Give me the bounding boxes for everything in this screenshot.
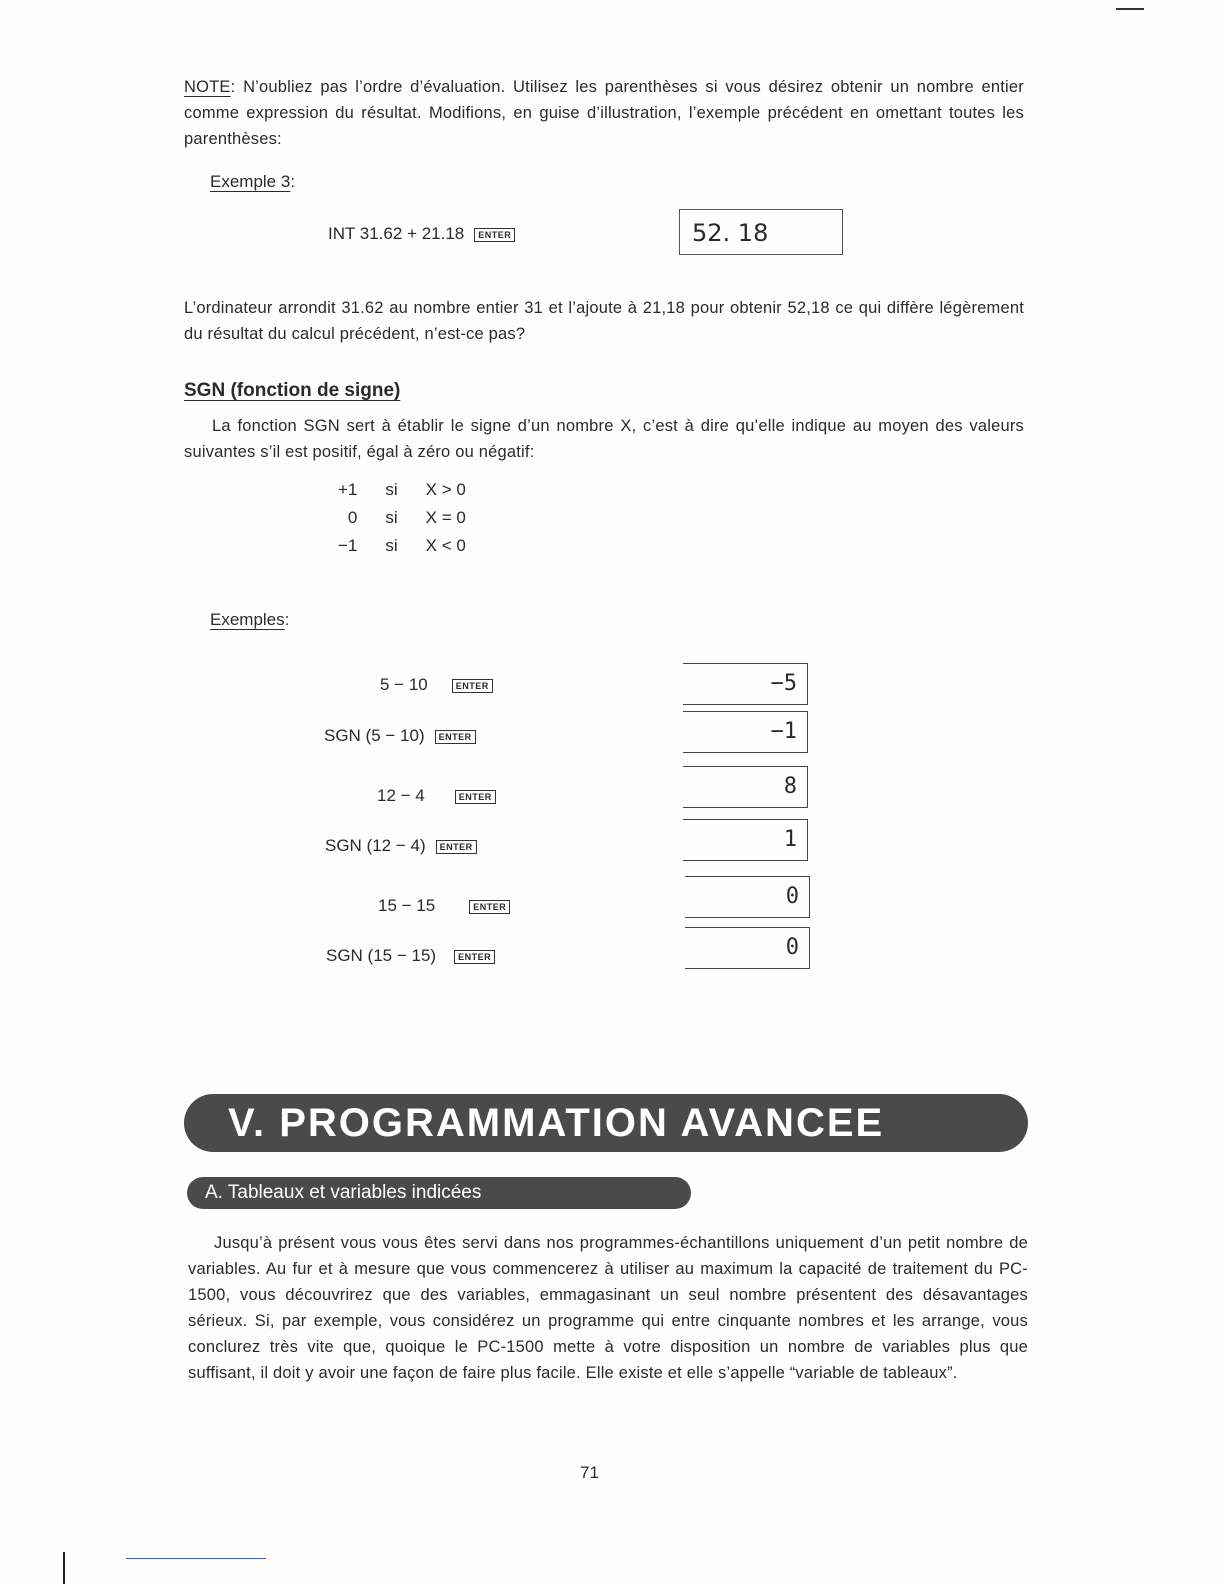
examples-label: Exemples (210, 610, 285, 629)
example-display: −1 (683, 711, 808, 753)
sgn-condition: X > 0 (425, 480, 466, 499)
example-expression (324, 726, 476, 746)
sgn-value: 0 (347, 508, 358, 527)
sgn-row (324, 532, 480, 560)
sgn-value: +1 (338, 480, 358, 499)
expression-text: SGN (12 − 4) (325, 836, 426, 855)
sgn-condition: X < 0 (425, 536, 466, 555)
sgn-condition: X = 0 (425, 508, 466, 527)
rounding-paragraph: L’ordinateur arrondit 31.62 au nombre entier 31 et l’ajoute à 21,18 pour obtenir 52,18 ce qui diffère légèrement du résultat du calcul précédent, n’est-ce pas? (184, 299, 1024, 343)
example3-heading (210, 172, 295, 192)
note-paragraph (184, 74, 1024, 152)
section-title-banner: A. Tableaux et variables indicées (187, 1177, 691, 1209)
enter-key-icon: ENTER (452, 679, 493, 693)
sgn-row (324, 476, 480, 504)
example-expression (325, 836, 477, 856)
scan-mark (1116, 8, 1144, 10)
example-display: 0 (685, 927, 810, 969)
sgn-row (324, 504, 480, 532)
example-display: 1 (683, 819, 808, 861)
expression-text: SGN (15 − 15) (326, 946, 437, 965)
example-expression (378, 896, 510, 916)
page-number: 71 (580, 1463, 599, 1482)
examples-colon: : (284, 610, 290, 629)
enter-key-icon: ENTER (454, 950, 495, 964)
chapter-title-banner: V. PROGRAMMATION AVANCEE (184, 1094, 1028, 1152)
example-expression (377, 786, 496, 806)
example-display: −5 (683, 663, 808, 705)
sgn-intro: La fonction SGN sert à établir le signe d’un nombre X, c’est à dire qu’elle indique au moyen des valeurs suivantes s’il est positif, égal à zéro ou négatif: (184, 417, 1024, 461)
expression-text: SGN (5 − 10) (324, 726, 425, 745)
sgn-values-table (324, 476, 480, 560)
sgn-heading: SGN (fonction de signe) (184, 380, 401, 401)
example-display: 8 (683, 766, 808, 808)
sgn-value: −1 (338, 536, 358, 555)
sgn-si: si (385, 480, 398, 499)
example-display: 0 (685, 876, 810, 918)
expression-text: 5 − 10 (380, 675, 428, 694)
example3-colon: : (290, 172, 296, 191)
example3-label: Exemple 3 (210, 172, 291, 191)
enter-key-icon: ENTER (436, 840, 477, 854)
examples-heading (210, 610, 289, 630)
expression-text: INT 31.62 + 21.18 (328, 224, 465, 243)
example3-expression (328, 224, 515, 244)
enter-key-icon: ENTER (435, 730, 476, 744)
arrays-paragraph: Jusqu’à présent vous vous êtes servi dans nos programmes-échantillons uniquement d’un petit nombre de variables. Au fur et à mesure que vous commencerez à utiliser au maximum la capacité de traitement du PC-1500, vous découvrirez que des variables, emmagasinant un seul nombre présentent des désavantages sérieux. Si, par exemple, vous considérez un programme qui entre cinquante nombres et les arrange, vous conclurez très vite que, quoique le PC-1500 mette à votre disposition un nombre de variables plus que suffisant, il doit y avoir une façon de faire plus facile. Elle existe et elle s’appelle “variable de tableaux”. (188, 1234, 1028, 1382)
sgn-si: si (385, 536, 398, 555)
enter-key-icon: ENTER (474, 228, 515, 242)
example3-display: 52. 18 (679, 209, 843, 255)
enter-key-icon: ENTER (455, 790, 496, 804)
sgn-si: si (385, 508, 398, 527)
example-expression (380, 675, 493, 695)
footer-rule (126, 1558, 266, 1559)
expression-text: 15 − 15 (378, 896, 436, 915)
scan-edge-mark (63, 1552, 65, 1584)
note-label: NOTE (184, 78, 231, 96)
note-text: : N’oubliez pas l’ordre d’évaluation. Utilisez les parenthèses si vous désirez obtenir un nombre entier comme expression du résultat. Modifions, en guise d’illustration, l’exemple précédent en omettant toutes les parenthèses: (184, 78, 1024, 148)
enter-key-icon: ENTER (469, 900, 510, 914)
example-expression (326, 946, 495, 966)
expression-text: 12 − 4 (377, 786, 425, 805)
